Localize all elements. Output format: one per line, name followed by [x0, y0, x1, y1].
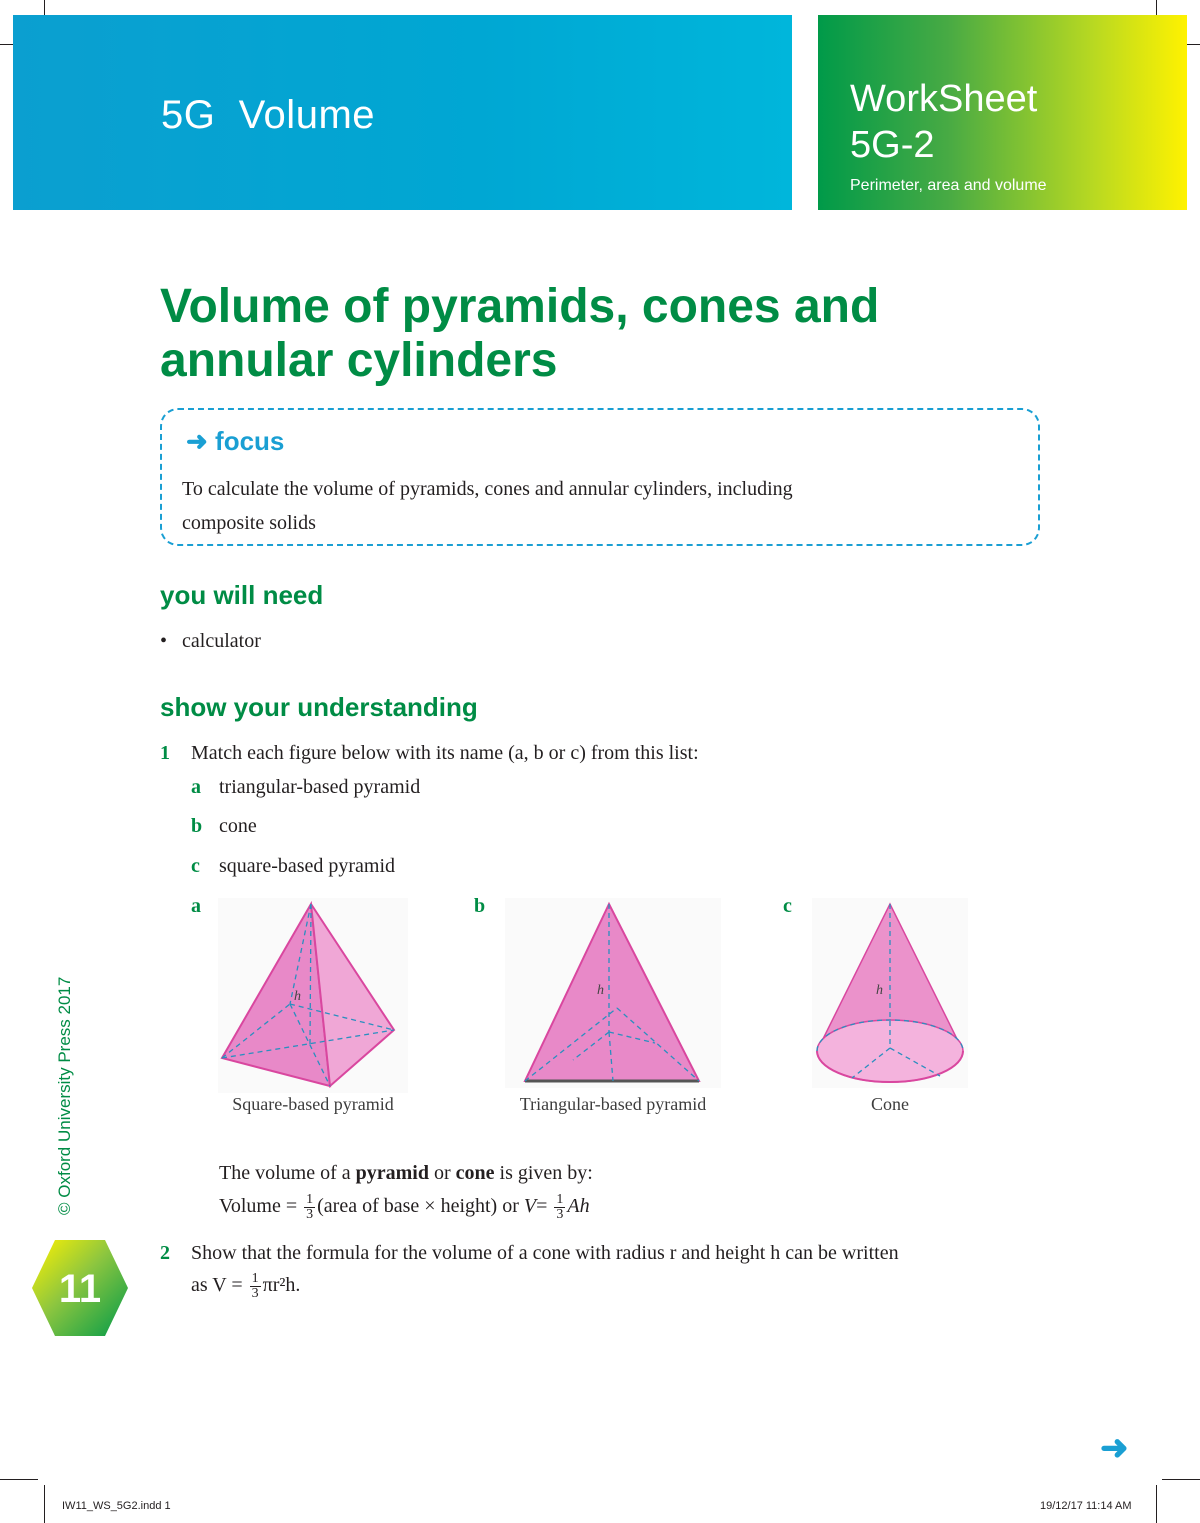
formula-text: or: [428, 1162, 456, 1184]
formula-text: πr²h.: [262, 1274, 301, 1296]
list-item: [160, 630, 261, 653]
figure-caption: Cone: [871, 1094, 909, 1114]
figure-letter: b: [474, 895, 486, 917]
figure-caption: Square-based pyramid: [232, 1094, 394, 1114]
option-text: square-based pyramid: [219, 855, 396, 877]
formula-text: is given by:: [494, 1162, 593, 1184]
worksheet-banner: [818, 15, 1187, 210]
figure-letter: c: [783, 895, 792, 917]
option-text: cone: [219, 815, 257, 837]
understanding-heading: show your understanding: [160, 692, 478, 722]
fraction-denominator: 3: [306, 1207, 314, 1222]
fraction: [304, 1193, 315, 1222]
formula-intro: [219, 1162, 593, 1185]
height-label: h: [876, 983, 883, 998]
formula-text: as V =: [191, 1274, 248, 1296]
figure-caption: Triangular-based pyramid: [519, 1094, 707, 1114]
formula-text: Volume =: [219, 1195, 303, 1218]
fraction: [554, 1193, 565, 1222]
slug-filename: IW11_WS_5G2.indd 1: [62, 1500, 171, 1512]
slug-date: 19/12/17 11:14 AM: [1040, 1500, 1132, 1512]
copyright-notice: © Oxford University Press 2017: [55, 976, 74, 1215]
worksheet-number: 5G-2: [850, 124, 935, 166]
chapter-badge: [30, 1238, 130, 1338]
fraction-numerator: 1: [306, 1192, 314, 1207]
square-pyramid-figure: [218, 898, 408, 1093]
formula-text: (area of base × height) or: [317, 1195, 524, 1218]
page-title: [160, 280, 1060, 388]
formula-bold: cone: [455, 1162, 495, 1184]
section-title: 5G Volume: [161, 93, 376, 137]
fraction-denominator: 3: [251, 1285, 259, 1301]
option-letter: b: [191, 815, 203, 837]
option-text: triangular-based pyramid: [219, 776, 421, 798]
cone-figure: [812, 898, 968, 1088]
formula-text: =: [536, 1195, 553, 1218]
fraction-numerator: 1: [251, 1270, 259, 1286]
page-title-line: annular cylinders: [160, 334, 558, 387]
bullet-icon: •: [160, 630, 183, 652]
formula-variable: V: [523, 1195, 537, 1218]
need-heading: you will need: [160, 580, 324, 610]
focus-text-line: To calculate the volume of pyramids, cones and annular cylinders, including: [182, 478, 793, 500]
formula-variable: Ah: [567, 1195, 590, 1218]
height-label: h: [597, 983, 604, 998]
option-letter: a: [191, 776, 201, 798]
fraction-numerator: 1: [556, 1192, 564, 1207]
worksheet-topic: Perimeter, area and volume: [850, 177, 1047, 194]
focus-text: [182, 472, 942, 540]
crop-mark: [0, 1479, 38, 1480]
worksheet-label: WorkSheet: [850, 78, 1038, 120]
section-banner: [13, 15, 792, 210]
height-label: h: [294, 989, 301, 1004]
formula-bold: pyramid: [355, 1162, 429, 1184]
question-number: 1: [160, 742, 170, 764]
focus-text-line: composite solids: [182, 512, 316, 534]
arrow-right-icon: ➜: [186, 426, 208, 456]
need-item: calculator: [182, 630, 261, 652]
crop-mark: [1156, 1485, 1157, 1523]
page-title-line: Volume of pyramids, cones and: [160, 280, 880, 333]
triangular-pyramid-figure: [505, 898, 721, 1088]
focus-heading-label: focus: [215, 426, 285, 456]
question-text: Show that the formula for the volume of a cone with radius r and height h can be written: [191, 1242, 899, 1264]
crop-mark: [44, 1485, 45, 1523]
option-letter: c: [191, 855, 200, 877]
chapter-number: 11: [58, 1267, 102, 1311]
question-text: Match each figure below with its name (a, b or c) from this list:: [191, 742, 699, 764]
question-number: 2: [160, 1242, 170, 1264]
fraction-denominator: 3: [556, 1207, 564, 1222]
crop-mark: [1162, 1479, 1200, 1480]
question-formula: [191, 1268, 300, 1302]
fraction: [250, 1272, 261, 1301]
figure-letter: a: [191, 895, 201, 917]
formula-text: The volume of a: [219, 1162, 356, 1184]
focus-box: [160, 408, 1040, 546]
focus-heading: [186, 426, 284, 457]
volume-formula: [219, 1193, 590, 1222]
next-page-arrow-icon[interactable]: ➜: [1100, 1429, 1129, 1467]
